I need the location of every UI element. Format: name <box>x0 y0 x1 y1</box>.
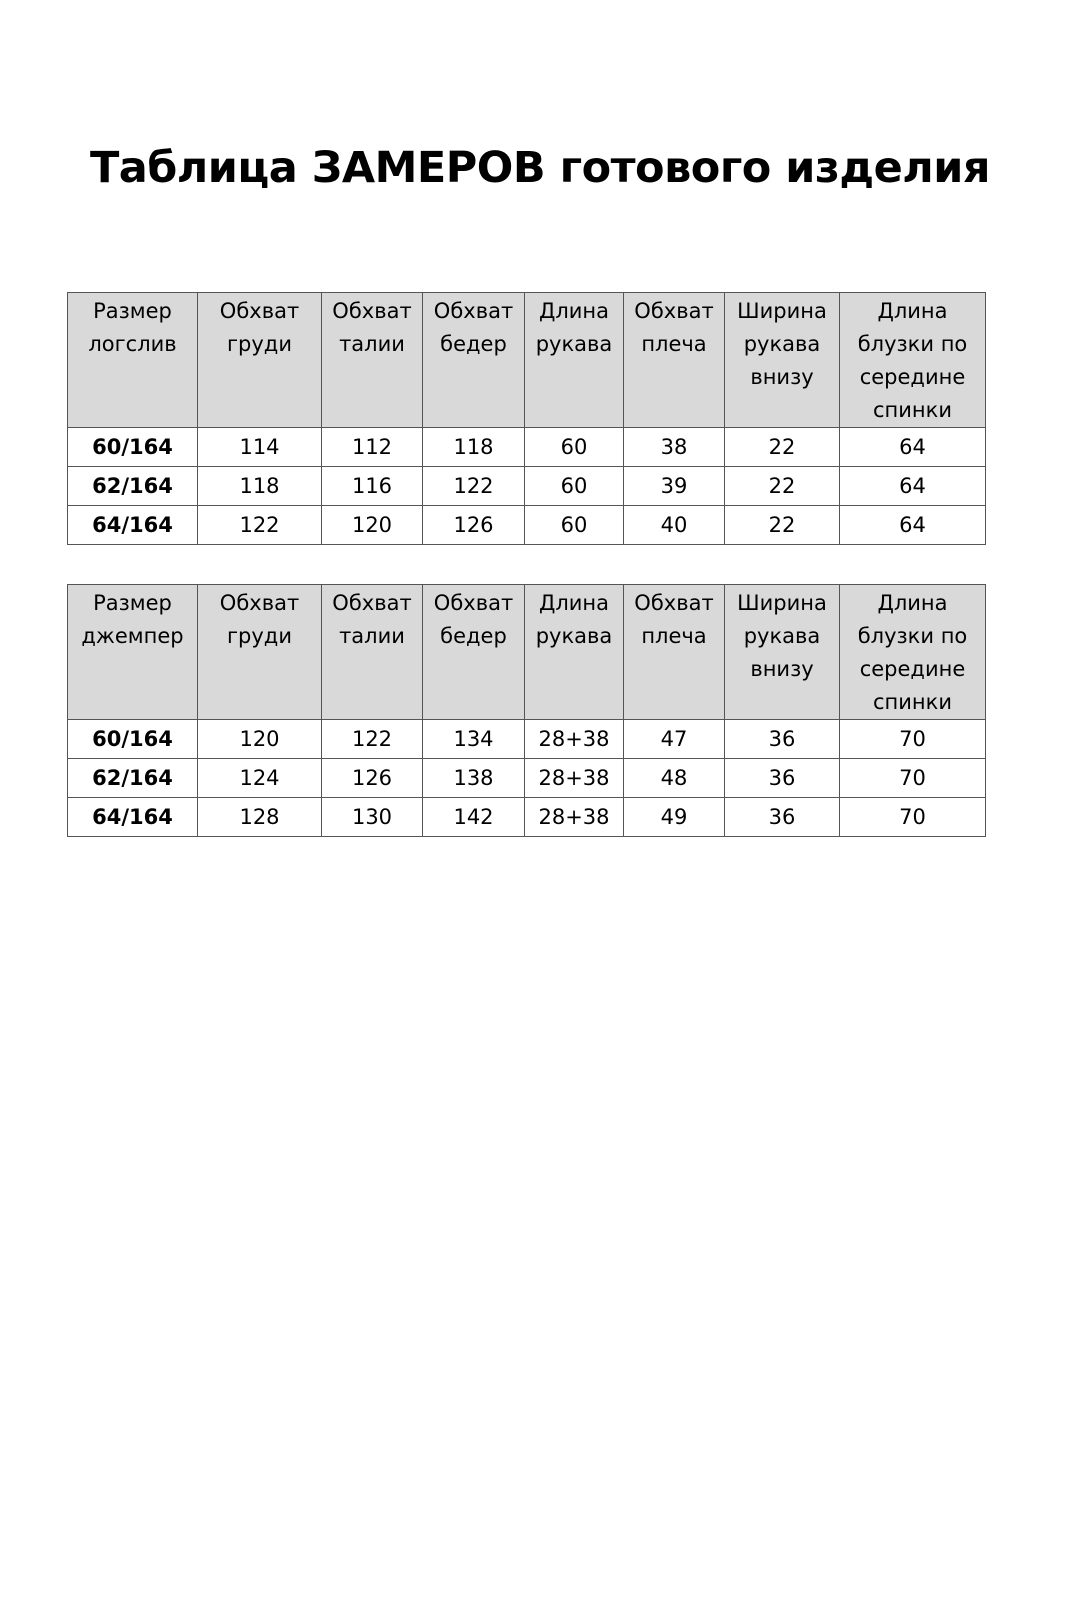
column-header <box>322 585 423 720</box>
column-header <box>198 293 322 428</box>
table-body <box>68 720 986 837</box>
column-header-line: груди <box>227 624 292 648</box>
column-header-line: бедер <box>440 332 507 356</box>
measurement-cell: 126 <box>423 506 525 545</box>
column-header <box>525 585 624 720</box>
measurement-cell: 116 <box>322 467 423 506</box>
measurement-cell: 60 <box>525 467 624 506</box>
column-header <box>525 293 624 428</box>
column-header-line: спинки <box>873 690 952 714</box>
table-row <box>68 720 986 759</box>
column-header-line: Размер <box>93 299 172 323</box>
column-header-line: джемпер <box>81 624 184 648</box>
column-header-line: внизу <box>750 657 814 681</box>
table-row <box>68 798 986 837</box>
measurement-cell: 36 <box>725 759 840 798</box>
measurement-cell: 28+38 <box>525 759 624 798</box>
measurement-cell: 49 <box>624 798 725 837</box>
column-header-line: логслив <box>88 332 177 356</box>
measurement-cell: 120 <box>322 506 423 545</box>
column-header-line: плеча <box>641 332 707 356</box>
measurement-cell: 22 <box>725 467 840 506</box>
table-header-row <box>68 293 986 428</box>
size-cell: 62/164 <box>68 467 198 506</box>
measurement-cell: 60 <box>525 506 624 545</box>
column-header-line: Длина <box>877 299 948 323</box>
measurement-cell: 22 <box>725 428 840 467</box>
measurement-cell: 47 <box>624 720 725 759</box>
measurement-cell: 64 <box>840 467 986 506</box>
column-header-line: Обхват <box>634 299 714 323</box>
column-header <box>423 293 525 428</box>
measurement-cell: 122 <box>322 720 423 759</box>
size-cell: 60/164 <box>68 428 198 467</box>
measurement-cell: 126 <box>322 759 423 798</box>
column-header-line: Обхват <box>219 299 300 323</box>
header-size <box>68 585 198 720</box>
column-header-line: Длина <box>538 299 610 323</box>
measurement-cell: 60 <box>525 428 624 467</box>
measurement-cell: 64 <box>840 506 986 545</box>
size-cell: 64/164 <box>68 506 198 545</box>
measurement-cell: 70 <box>840 720 986 759</box>
column-header <box>840 585 986 720</box>
column-header <box>840 293 986 428</box>
column-header <box>624 585 725 720</box>
measurement-cell: 36 <box>725 720 840 759</box>
measurement-cell: 138 <box>423 759 525 798</box>
column-header-line: рукава <box>743 624 821 648</box>
column-header <box>198 585 322 720</box>
measurement-cell: 112 <box>322 428 423 467</box>
column-header-line: Ширина <box>737 299 827 323</box>
column-header-line: рукава <box>535 332 613 356</box>
measurements-table-longsleeve <box>67 292 986 545</box>
column-header-line: груди <box>227 332 292 356</box>
column-header <box>725 293 840 428</box>
column-header-line: Обхват <box>433 591 514 615</box>
column-header-line: внизу <box>750 365 814 389</box>
column-header-line: середине <box>859 365 966 389</box>
column-header-line: Обхват <box>433 299 514 323</box>
size-cell: 62/164 <box>68 759 198 798</box>
column-header-line: Длина <box>538 591 610 615</box>
measurement-cell: 39 <box>624 467 725 506</box>
measurement-cell: 120 <box>198 720 322 759</box>
measurement-cell: 38 <box>624 428 725 467</box>
table-row <box>68 506 986 545</box>
header-size <box>68 293 198 428</box>
column-header-line: Обхват <box>332 591 412 615</box>
measurement-cell: 130 <box>322 798 423 837</box>
measurement-cell: 142 <box>423 798 525 837</box>
column-header-line: Обхват <box>332 299 412 323</box>
table-row <box>68 428 986 467</box>
size-cell: 60/164 <box>68 720 198 759</box>
column-header-line: блузки по <box>857 624 968 648</box>
column-header-line: бедер <box>440 624 507 648</box>
measurement-cell: 70 <box>840 759 986 798</box>
measurements-table-jumper <box>67 584 986 837</box>
column-header-line: талии <box>339 624 405 648</box>
column-header-line: Ширина <box>737 591 827 615</box>
measurement-cell: 134 <box>423 720 525 759</box>
column-header <box>423 585 525 720</box>
column-header-line: блузки по <box>857 332 968 356</box>
measurement-cell: 118 <box>423 428 525 467</box>
table-row <box>68 759 986 798</box>
size-cell: 64/164 <box>68 798 198 837</box>
column-header-line: Обхват <box>219 591 300 615</box>
measurement-cell: 36 <box>725 798 840 837</box>
column-header-line: спинки <box>873 398 952 422</box>
column-header-line: талии <box>339 332 405 356</box>
measurement-cell: 64 <box>840 428 986 467</box>
page-title: Таблица ЗАМЕРОВ готового изделия <box>89 143 991 193</box>
table-body <box>68 428 986 545</box>
column-header-line: плеча <box>641 624 707 648</box>
measurement-cell: 114 <box>198 428 322 467</box>
column-header-line: рукава <box>535 624 613 648</box>
column-header-line: Размер <box>93 591 172 615</box>
column-header <box>322 293 423 428</box>
measurement-cell: 124 <box>198 759 322 798</box>
column-header-line: Обхват <box>634 591 714 615</box>
column-header-line: Длина <box>877 591 948 615</box>
measurement-cell: 48 <box>624 759 725 798</box>
measurement-cell: 122 <box>423 467 525 506</box>
measurement-cell: 28+38 <box>525 720 624 759</box>
column-header-line: середине <box>859 657 966 681</box>
column-header <box>624 293 725 428</box>
measurement-cell: 122 <box>198 506 322 545</box>
measurement-cell: 128 <box>198 798 322 837</box>
measurement-cell: 22 <box>725 506 840 545</box>
measurement-cell: 40 <box>624 506 725 545</box>
column-header-line: рукава <box>743 332 821 356</box>
measurement-cell: 28+38 <box>525 798 624 837</box>
measurement-cell: 70 <box>840 798 986 837</box>
column-header <box>725 585 840 720</box>
table-header-row <box>68 585 986 720</box>
measurement-cell: 118 <box>198 467 322 506</box>
table-row <box>68 467 986 506</box>
